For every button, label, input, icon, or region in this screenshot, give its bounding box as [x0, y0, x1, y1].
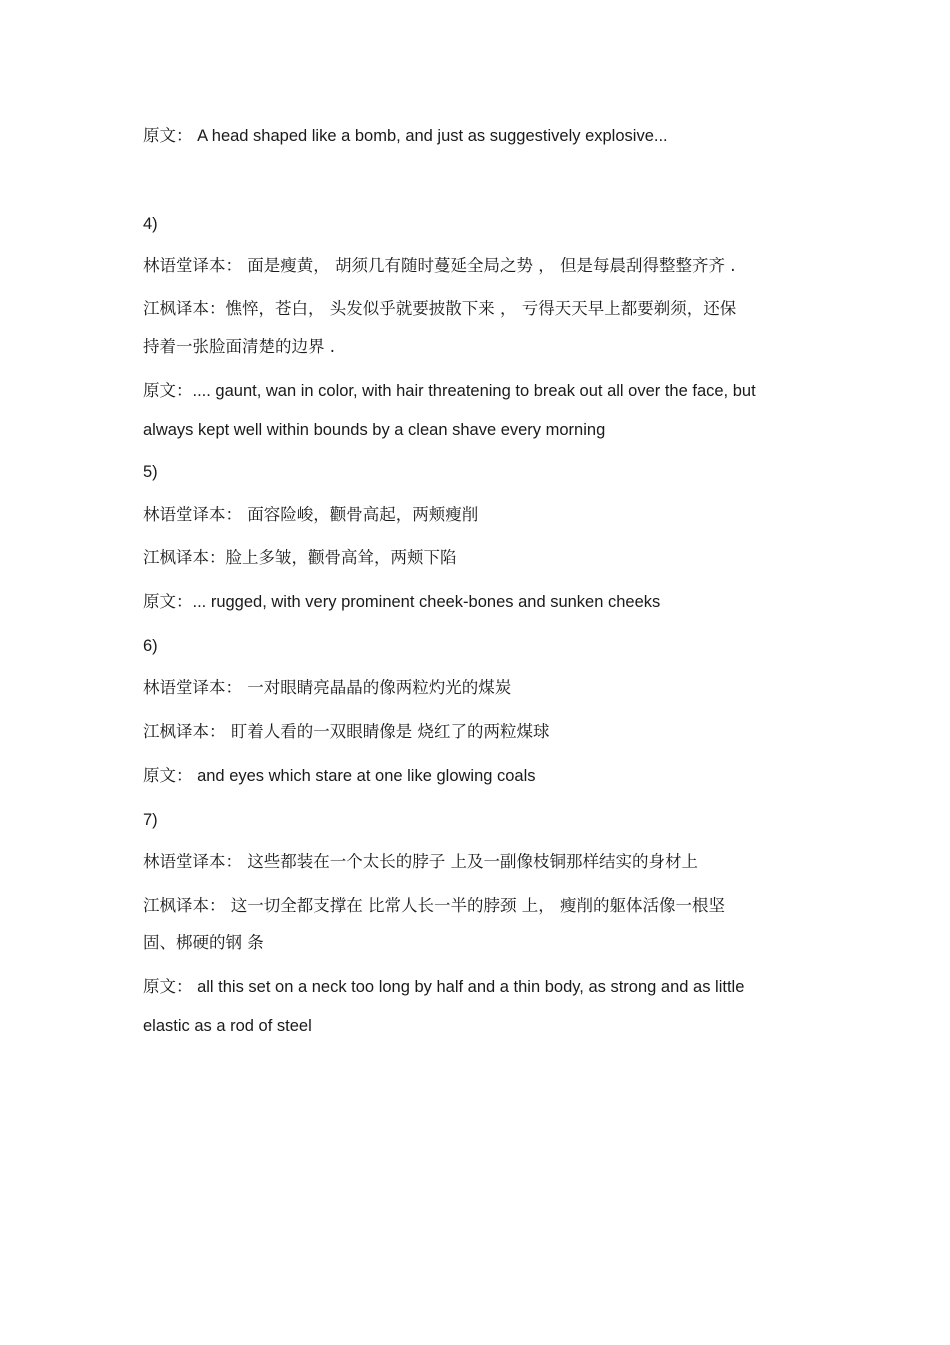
- original-text-line-1: 原文： A head shaped like a bomb, and just as suggestively explosive...: [143, 127, 668, 145]
- jiang-feng-translation-line: 江枫译本： 盯着人看的一双眼睛像是 烧红了的两粒煤球: [143, 722, 550, 741]
- section-number-4: 4): [143, 215, 158, 233]
- original-text-line: 原文：... rugged, with very prominent cheek-bones and sunken cheeks: [143, 593, 661, 611]
- original-text-line: 原文： all this set on a neck too long by half and a thin body, as strong and as little: [143, 978, 745, 996]
- jiang-feng-translation-continuation: 固、梆硬的钢 条: [143, 933, 264, 952]
- original-text-continuation: elastic as a rod of steel: [143, 1017, 312, 1035]
- jiang-feng-translation-line: 江枫译本：憔悴，苍白， 头发似乎就要披散下来 ， 亏得天天早上都要剃须，还保: [143, 299, 737, 318]
- section-number-6: 6): [143, 637, 158, 655]
- section-number-7: 7): [143, 811, 158, 829]
- lin-yutang-translation-line: 林语堂译本： 面容险峻，颧骨高起，两颊瘦削: [143, 505, 479, 524]
- jiang-feng-translation-continuation: 持着一张脸面清楚的边界 .: [143, 337, 335, 356]
- original-text-continuation: always kept well within bounds by a clean shave every morning: [143, 421, 606, 439]
- jiang-feng-translation-line: 江枫译本：脸上多皱，颧骨高耸，两颊下陷: [143, 548, 457, 567]
- lin-yutang-translation-line: 林语堂译本： 这些都装在一个太长的脖子 上及一副像枝铜那样结实的身材上: [143, 852, 698, 871]
- original-text-line: 原文：.... gaunt, wan in color, with hair threatening to break out all over the face, but: [143, 382, 756, 400]
- section-number-5: 5): [143, 463, 158, 481]
- original-text-line: 原文： and eyes which stare at one like glowing coals: [143, 767, 536, 785]
- lin-yutang-translation-line: 林语堂译本： 面是瘦黄， 胡须几有随时蔓延全局之势 ， 但是每晨刮得整整齐齐 .: [143, 256, 736, 275]
- jiang-feng-translation-line: 江枫译本： 这一切全都支撑在 比常人长一半的脖颈 上， 瘦削的躯体活像一根坚: [143, 896, 725, 915]
- lin-yutang-translation-line: 林语堂译本： 一对眼睛亮晶晶的像两粒灼光的煤炭: [143, 678, 512, 697]
